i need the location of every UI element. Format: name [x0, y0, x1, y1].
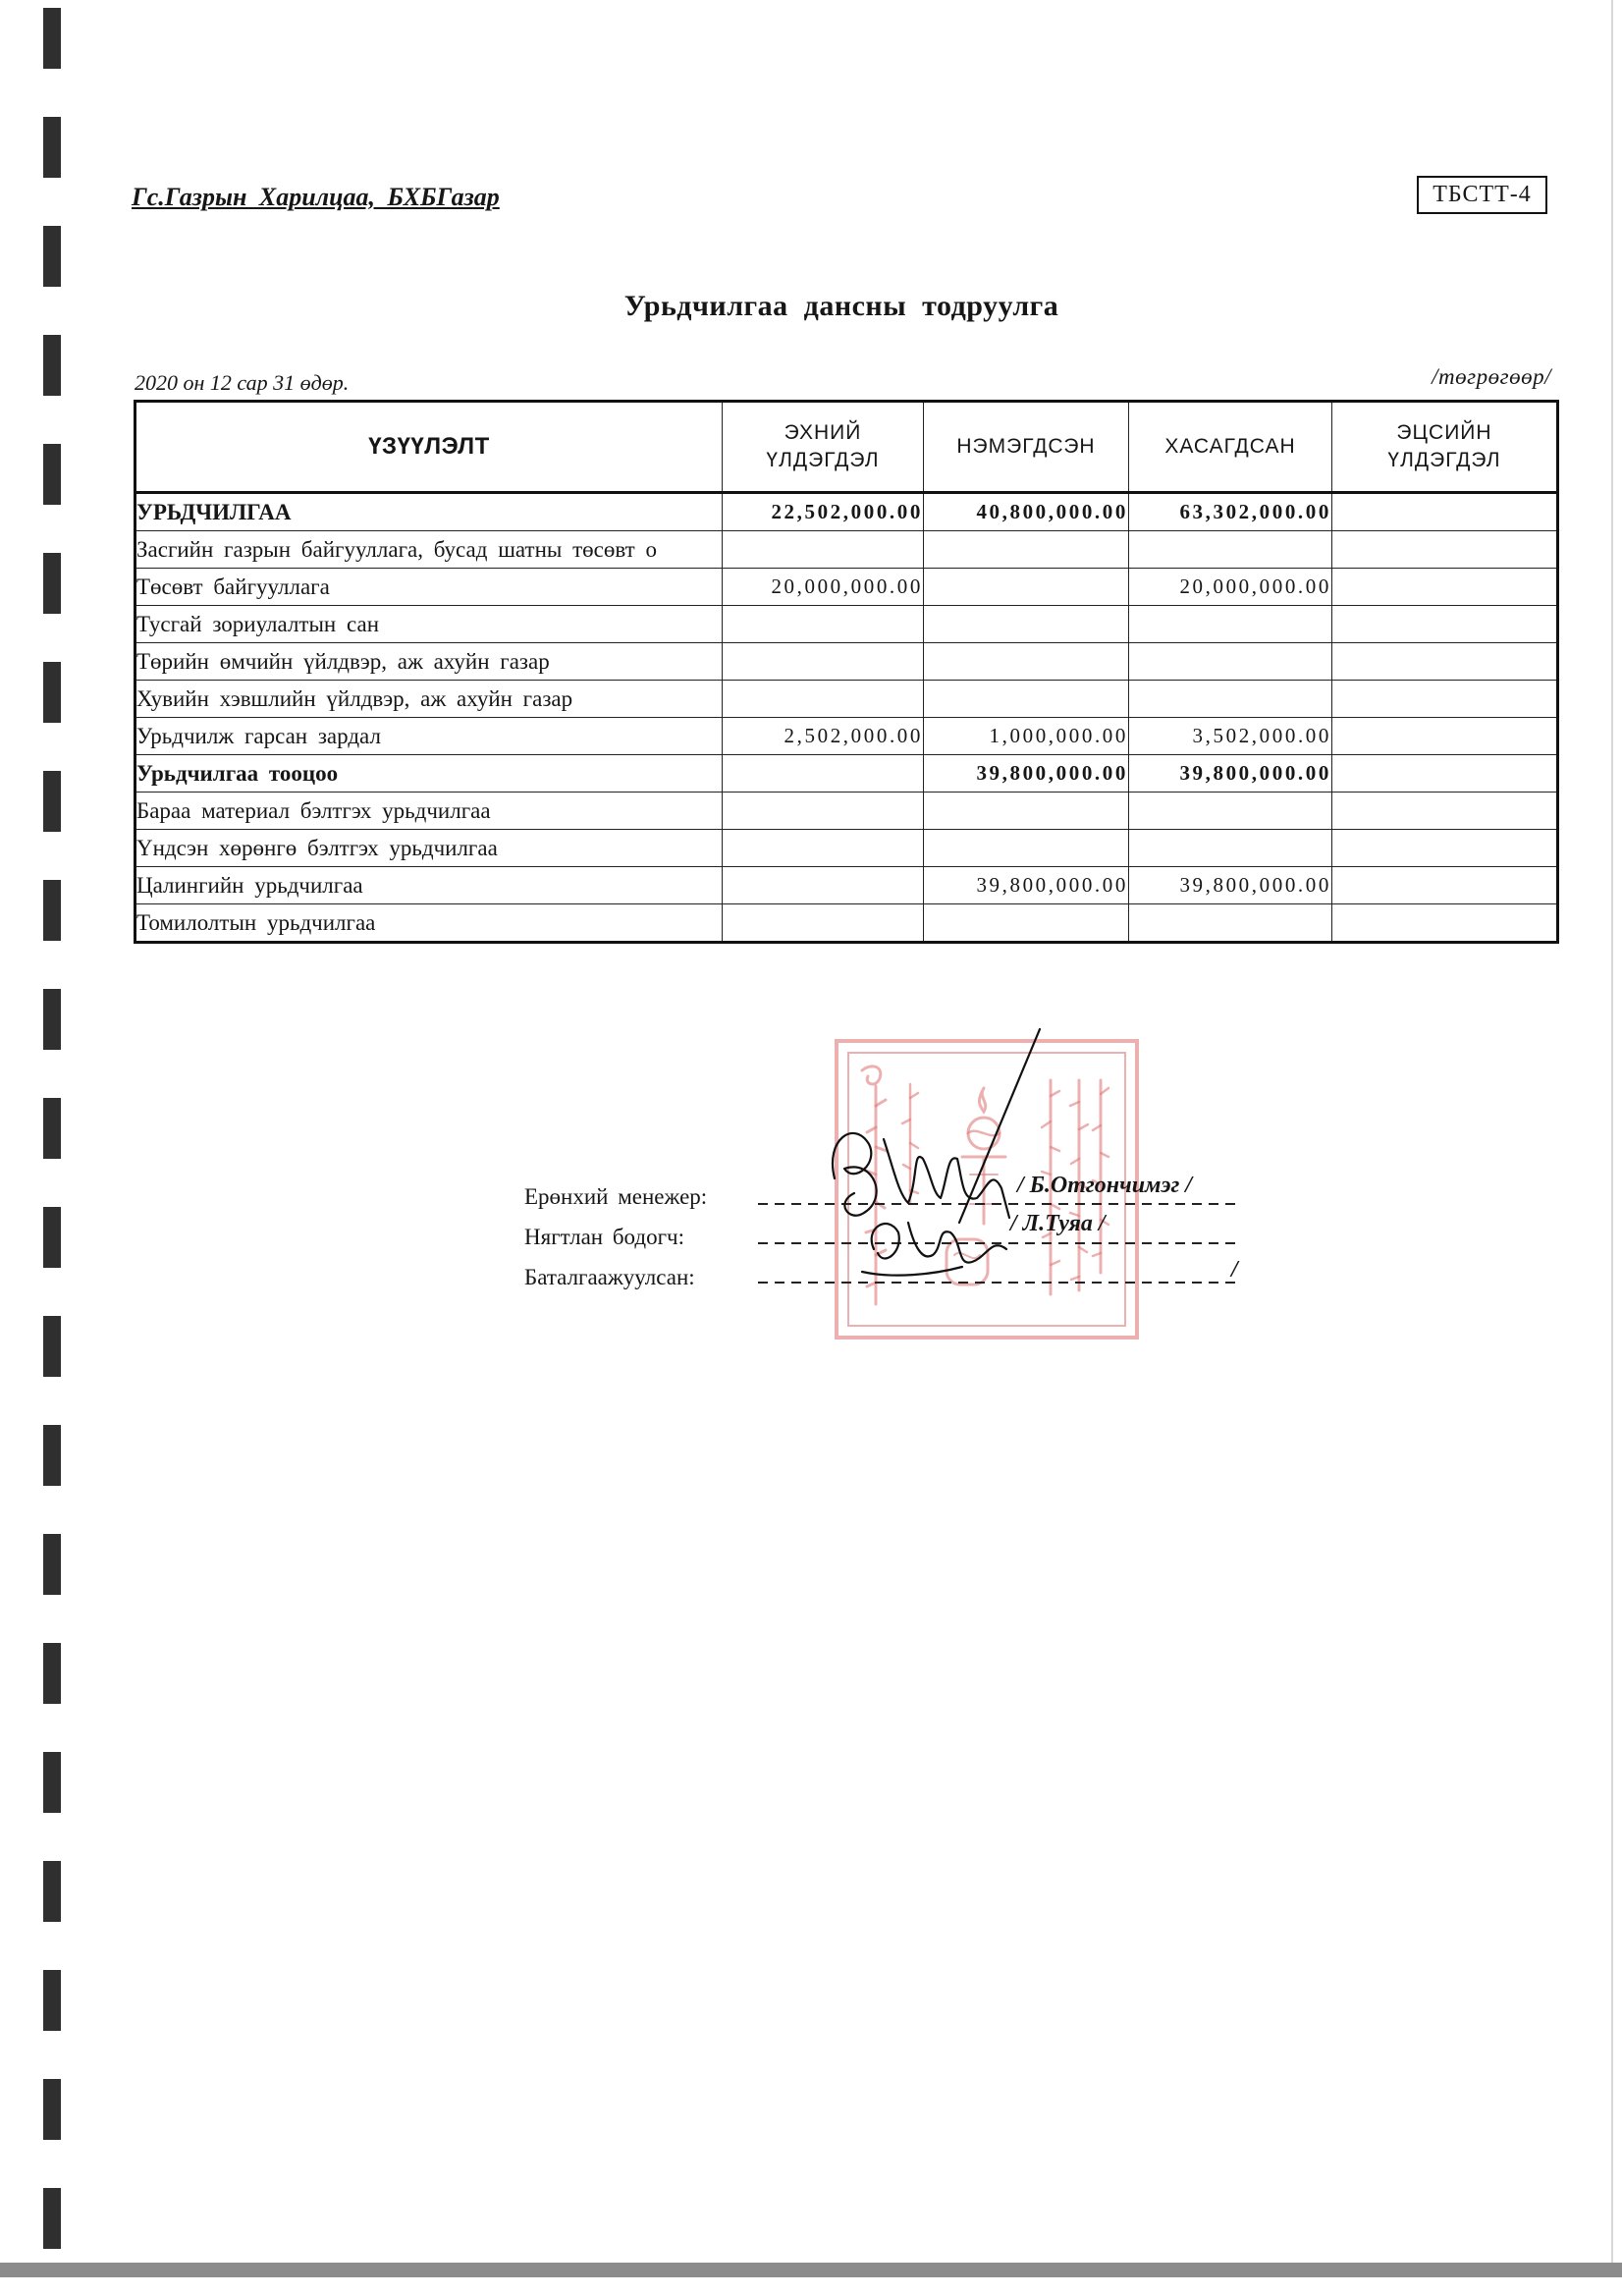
- opening-balance-cell: [723, 904, 924, 943]
- general-manager-label: Ерөнхий менежер:: [524, 1184, 708, 1209]
- table-row: [135, 793, 1558, 830]
- increase-cell: 1,000,000.00: [924, 718, 1129, 755]
- accountant-label: Нягтлан бодогч:: [524, 1225, 684, 1249]
- handwritten-signatures: [815, 1021, 1070, 1296]
- table-row: [135, 755, 1558, 793]
- table-header-row: [135, 402, 1558, 493]
- indicator-cell: Төсөвт байгууллага: [135, 569, 723, 606]
- indicator-cell: УРЬДЧИЛГАА: [135, 493, 723, 531]
- opening-balance-cell: 2,502,000.00: [723, 718, 924, 755]
- closing-balance-cell: [1332, 681, 1558, 718]
- organization-name: Гс.Газрын Харилцаа, БХБГазар: [132, 183, 500, 211]
- advance-accounts-table: [134, 400, 1559, 944]
- indicator-cell: Хувийн хэвшлийн үйлдвэр, аж ахуйн газар: [135, 681, 723, 718]
- increase-cell: 39,800,000.00: [924, 755, 1129, 793]
- decrease-cell: 39,800,000.00: [1129, 755, 1332, 793]
- closing-balance-cell: [1332, 531, 1558, 569]
- increase-cell: [924, 830, 1129, 867]
- form-code-box: ТБСТТ-4: [1417, 176, 1547, 214]
- table-row: [135, 718, 1558, 755]
- increase-cell: [924, 793, 1129, 830]
- opening-balance-cell: [723, 867, 924, 904]
- table-row: [135, 606, 1558, 643]
- verified-by-name: /: [1231, 1257, 1238, 1283]
- closing-balance-cell: [1332, 867, 1558, 904]
- closing-balance-cell: [1332, 569, 1558, 606]
- indicator-cell: Төрийн өмчийн үйлдвэр, аж ахуйн газар: [135, 643, 723, 681]
- table-row: [135, 569, 1558, 606]
- decrease-cell: [1129, 531, 1332, 569]
- decrease-cell: [1129, 904, 1332, 943]
- table-row: [135, 531, 1558, 569]
- decrease-cell: [1129, 793, 1332, 830]
- currency-unit: /төгрөгөөр/: [1432, 364, 1551, 389]
- closing-balance-cell: [1332, 793, 1558, 830]
- increase-cell: 39,800,000.00: [924, 867, 1129, 904]
- column-header-closing-balance: ЭЦСИЙН ҮЛДЭГДЭЛ: [1332, 402, 1558, 493]
- decrease-cell: [1129, 643, 1332, 681]
- opening-balance-cell: 20,000,000.00: [723, 569, 924, 606]
- opening-balance-cell: [723, 830, 924, 867]
- column-header-decrease: ХАСАГДСАН: [1129, 402, 1332, 493]
- opening-balance-cell: [723, 531, 924, 569]
- table-row: [135, 830, 1558, 867]
- indicator-cell: Үндсэн хөрөнгө бэлтгэх урьдчилгаа: [135, 830, 723, 867]
- indicator-cell: Бараа материал бэлтгэх урьдчилгаа: [135, 793, 723, 830]
- decrease-cell: [1129, 606, 1332, 643]
- column-header-opening-balance: ЭХНИЙ ҮЛДЭГДЭЛ: [723, 402, 924, 493]
- opening-balance-cell: [723, 755, 924, 793]
- column-header-increase: НЭМЭГДСЭН: [924, 402, 1129, 493]
- table-row: [135, 493, 1558, 531]
- indicator-cell: Урьдчилгаа тооцоо: [135, 755, 723, 793]
- opening-balance-cell: [723, 681, 924, 718]
- table-row: [135, 643, 1558, 681]
- increase-cell: [924, 606, 1129, 643]
- increase-cell: [924, 569, 1129, 606]
- closing-balance-cell: [1332, 830, 1558, 867]
- closing-balance-cell: [1332, 493, 1558, 531]
- indicator-cell: Тусгай зориулалтын сан: [135, 606, 723, 643]
- decrease-cell: 63,302,000.00: [1129, 493, 1332, 531]
- opening-balance-cell: 22,502,000.00: [723, 493, 924, 531]
- scan-bottom-edge: [0, 2263, 1622, 2277]
- closing-balance-cell: [1332, 643, 1558, 681]
- table-body: [135, 493, 1558, 943]
- closing-balance-cell: [1332, 606, 1558, 643]
- general-manager-name: / Б.Отгончимэг /: [1017, 1173, 1192, 1198]
- column-header-indicator: ҮЗҮҮЛЭЛТ: [135, 402, 723, 493]
- binding-hole-marks: [43, 8, 61, 2257]
- increase-cell: [924, 531, 1129, 569]
- decrease-cell: 3,502,000.00: [1129, 718, 1332, 755]
- increase-cell: 40,800,000.00: [924, 493, 1129, 531]
- scan-right-edge: [1611, 0, 1613, 2263]
- opening-balance-cell: [723, 793, 924, 830]
- opening-balance-cell: [723, 606, 924, 643]
- report-date: 2020 он 12 сар 31 өдөр.: [135, 370, 350, 395]
- document-title: Урьдчилгаа дансны тодруулга: [623, 290, 1059, 322]
- accountant-name: / Л.Туяа /: [1010, 1211, 1106, 1236]
- verified-by-label: Баталгаажуулсан:: [524, 1265, 695, 1289]
- table-row: [135, 904, 1558, 943]
- increase-cell: [924, 681, 1129, 718]
- closing-balance-cell: [1332, 904, 1558, 943]
- decrease-cell: 20,000,000.00: [1129, 569, 1332, 606]
- decrease-cell: 39,800,000.00: [1129, 867, 1332, 904]
- increase-cell: [924, 904, 1129, 943]
- table-header: [135, 402, 1558, 493]
- increase-cell: [924, 643, 1129, 681]
- indicator-cell: Урьдчилж гарсан зардал: [135, 718, 723, 755]
- opening-balance-cell: [723, 643, 924, 681]
- decrease-cell: [1129, 830, 1332, 867]
- closing-balance-cell: [1332, 755, 1558, 793]
- table-row: [135, 867, 1558, 904]
- table-row: [135, 681, 1558, 718]
- closing-balance-cell: [1332, 718, 1558, 755]
- indicator-cell: Томилолтын урьдчилгаа: [135, 904, 723, 943]
- decrease-cell: [1129, 681, 1332, 718]
- indicator-cell: Засгийн газрын байгууллага, бусад шатны төсөвт о: [135, 531, 723, 569]
- indicator-cell: Цалингийн урьдчилгаа: [135, 867, 723, 904]
